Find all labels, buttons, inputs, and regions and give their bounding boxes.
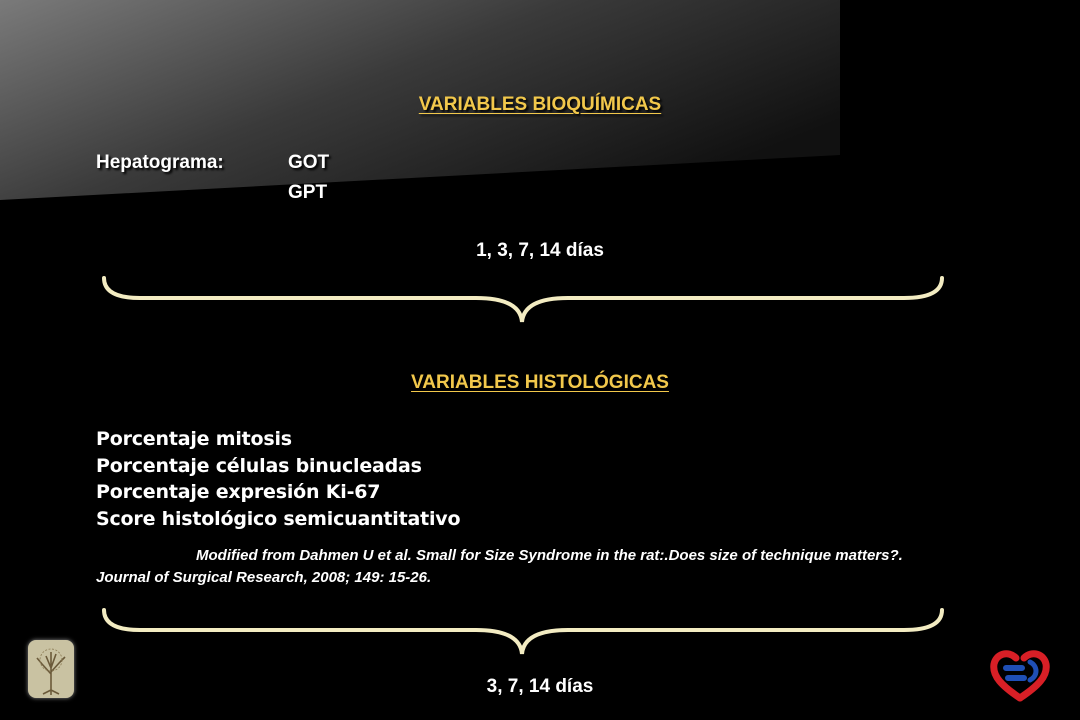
- tree-logo-icon: [28, 640, 74, 698]
- biochemical-timepoints: 1, 3, 7, 14 días: [476, 240, 604, 261]
- brace-bottom: [96, 604, 948, 664]
- brace-top: [96, 272, 948, 332]
- list-item: Score histológico semicuantitativo: [96, 507, 461, 530]
- biochemical-variables-heading: VARIABLES BIOQUÍMICAS: [418, 94, 662, 115]
- marker-got: GOT: [288, 152, 330, 173]
- hepatograma-label: Hepatograma:: [96, 152, 224, 173]
- heart-logo-icon: [988, 646, 1052, 702]
- list-item: Porcentaje mitosis: [96, 428, 292, 450]
- list-item: Porcentaje expresión Ki-67: [96, 481, 381, 503]
- marker-gpt: GPT: [288, 182, 328, 203]
- histological-variables-list: [96, 426, 460, 532]
- histological-variables-heading: VARIABLES HISTOLÓGICAS: [411, 372, 669, 393]
- histological-timepoints: 3, 7, 14 días: [486, 676, 594, 697]
- citation: Modified from Dahmen U et al. Small for Size Syndrome in the rat:.Does size of technique matters?. Journal of Surgical Research, 2008; 149: 15-26.: [96, 547, 903, 586]
- list-item: Porcentaje células binucleadas: [96, 454, 422, 477]
